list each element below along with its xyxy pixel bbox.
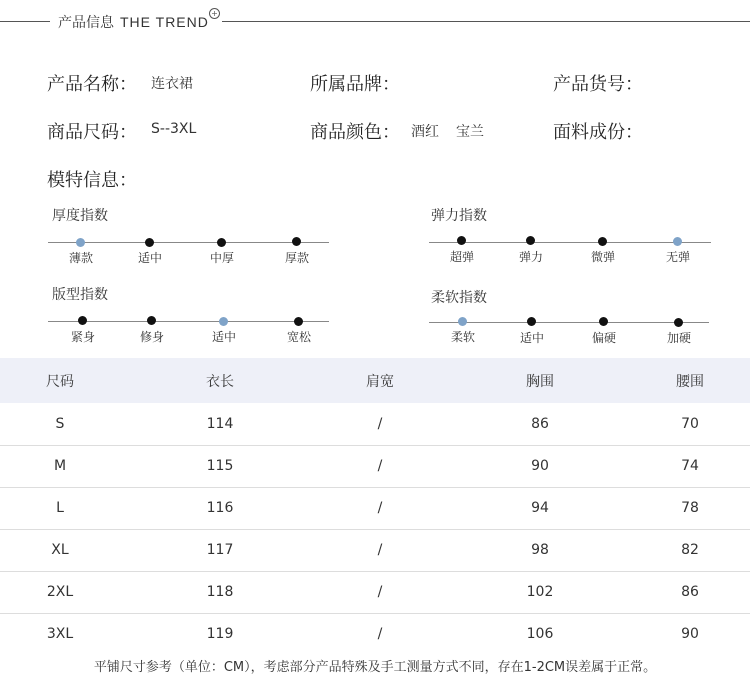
table-row-divider <box>0 487 750 488</box>
elasticity-option-label: 弹力 <box>518 250 543 264</box>
table-cell: / <box>377 500 383 516</box>
thickness-dot-medium <box>145 238 154 247</box>
table-cell: 90 <box>681 626 699 642</box>
fabric-label: 面料成份： <box>553 122 643 143</box>
elasticity-option-label: 微弹 <box>590 250 615 264</box>
softness-option-label: 偏硬 <box>591 331 616 345</box>
header-cell-chest: 胸围 <box>526 374 554 390</box>
measurement-note: 平铺尺寸参考（单位：CM），考虑部分产品特殊及手工测量方式不同，存在1-2CM误差属于正常。 <box>93 660 657 675</box>
header-cell-waist: 腰围 <box>676 374 704 390</box>
softness-scale-line <box>429 322 709 323</box>
elasticity-dot-slight <box>598 237 607 246</box>
table-cell: XL <box>51 542 69 558</box>
header-cell-length: 衣长 <box>206 374 234 390</box>
thickness-option-label: 厚款 <box>284 251 309 265</box>
table-cell: 90 <box>531 458 549 474</box>
fit-option-label: 宽松 <box>286 330 311 344</box>
softness-dot-medium <box>527 317 536 326</box>
table-cell: 119 <box>206 626 234 642</box>
softness-dot-firm <box>599 317 608 326</box>
table-cell: / <box>377 584 383 600</box>
fit-dot-loose <box>294 317 303 326</box>
softness-dot-hard <box>674 318 683 327</box>
softness-option-label: 柔软 <box>450 330 475 344</box>
table-cell: / <box>377 626 383 642</box>
table-cell: M <box>53 458 67 474</box>
table-cell: 78 <box>681 500 699 516</box>
header-cell-size: 尺码 <box>46 374 74 390</box>
brand-label: 所属品牌： <box>310 74 400 95</box>
table-cell: 3XL <box>46 626 74 642</box>
product-name-label: 产品名称： <box>47 74 137 95</box>
table-cell: 86 <box>531 416 549 432</box>
thickness-scale-title: 厚度指数 <box>52 208 108 224</box>
thickness-option-label: 中厚 <box>209 251 234 265</box>
model-info-label: 模特信息： <box>47 170 137 191</box>
size-label: 商品尺码： <box>47 122 137 143</box>
fit-option-label: 适中 <box>211 330 236 344</box>
table-cell: / <box>377 458 383 474</box>
table-cell: / <box>377 416 383 432</box>
softness-option-label: 适中 <box>519 331 544 345</box>
table-cell: 82 <box>681 542 699 558</box>
table-row-divider <box>0 529 750 530</box>
fit-option-label: 紧身 <box>70 330 95 344</box>
table-cell: 116 <box>206 500 234 516</box>
table-cell: 115 <box>206 458 234 474</box>
thickness-dot-thin <box>76 238 85 247</box>
section-title <box>58 12 209 32</box>
elasticity-option-label: 无弹 <box>665 250 690 264</box>
header-line-right <box>222 21 750 22</box>
softness-scale-title: 柔软指数 <box>431 290 487 306</box>
size-value: S--3XL <box>151 121 197 137</box>
table-cell: L <box>56 500 64 516</box>
softness-dot-soft <box>458 317 467 326</box>
header-line-left <box>0 21 50 22</box>
table-cell: 106 <box>526 626 554 642</box>
table-cell: 74 <box>681 458 699 474</box>
table-row-divider <box>0 445 750 446</box>
thickness-option-label: 适中 <box>137 251 162 265</box>
elasticity-dot-super <box>457 236 466 245</box>
table-row-divider <box>0 613 750 614</box>
thickness-dot-mid-thick <box>217 238 226 247</box>
plus-icon: + <box>209 8 220 19</box>
elasticity-scale-title: 弹力指数 <box>431 208 487 224</box>
table-cell: 86 <box>681 584 699 600</box>
table-cell: 94 <box>531 500 549 516</box>
product-code-label: 产品货号： <box>553 74 643 95</box>
fit-dot-slim <box>147 316 156 325</box>
fit-dot-tight <box>78 316 87 325</box>
table-cell: 70 <box>681 416 699 432</box>
table-cell: 114 <box>206 416 234 432</box>
elasticity-dot-elastic <box>526 236 535 245</box>
thickness-option-label: 薄款 <box>68 251 93 265</box>
section-title-en: THE TREND <box>120 14 209 30</box>
fit-scale-line <box>48 321 329 322</box>
table-cell: 102 <box>526 584 554 600</box>
thickness-dot-thick <box>292 237 301 246</box>
table-row-divider <box>0 571 750 572</box>
product-name-value: 连衣裙 <box>151 76 193 92</box>
color-label: 商品颜色： <box>310 122 400 143</box>
fit-scale-title: 版型指数 <box>52 287 108 303</box>
color-value-1: 酒红 <box>411 124 439 140</box>
fit-dot-regular <box>219 317 228 326</box>
elasticity-option-label: 超弹 <box>449 250 474 264</box>
table-cell: 117 <box>206 542 234 558</box>
color-value-2: 宝兰 <box>456 124 484 140</box>
table-cell: 118 <box>206 584 234 600</box>
thickness-scale-line <box>48 242 329 243</box>
table-cell: 2XL <box>46 584 74 600</box>
header-cell-shoulder: 肩宽 <box>366 374 394 390</box>
elasticity-dot-none <box>673 237 682 246</box>
table-cell: / <box>377 542 383 558</box>
fit-option-label: 修身 <box>139 330 164 344</box>
softness-option-label: 加硬 <box>666 331 691 345</box>
elasticity-scale-line <box>429 242 711 243</box>
table-cell: 98 <box>531 542 549 558</box>
section-title-cn: 产品信息 <box>58 15 114 31</box>
table-cell: S <box>55 416 65 432</box>
